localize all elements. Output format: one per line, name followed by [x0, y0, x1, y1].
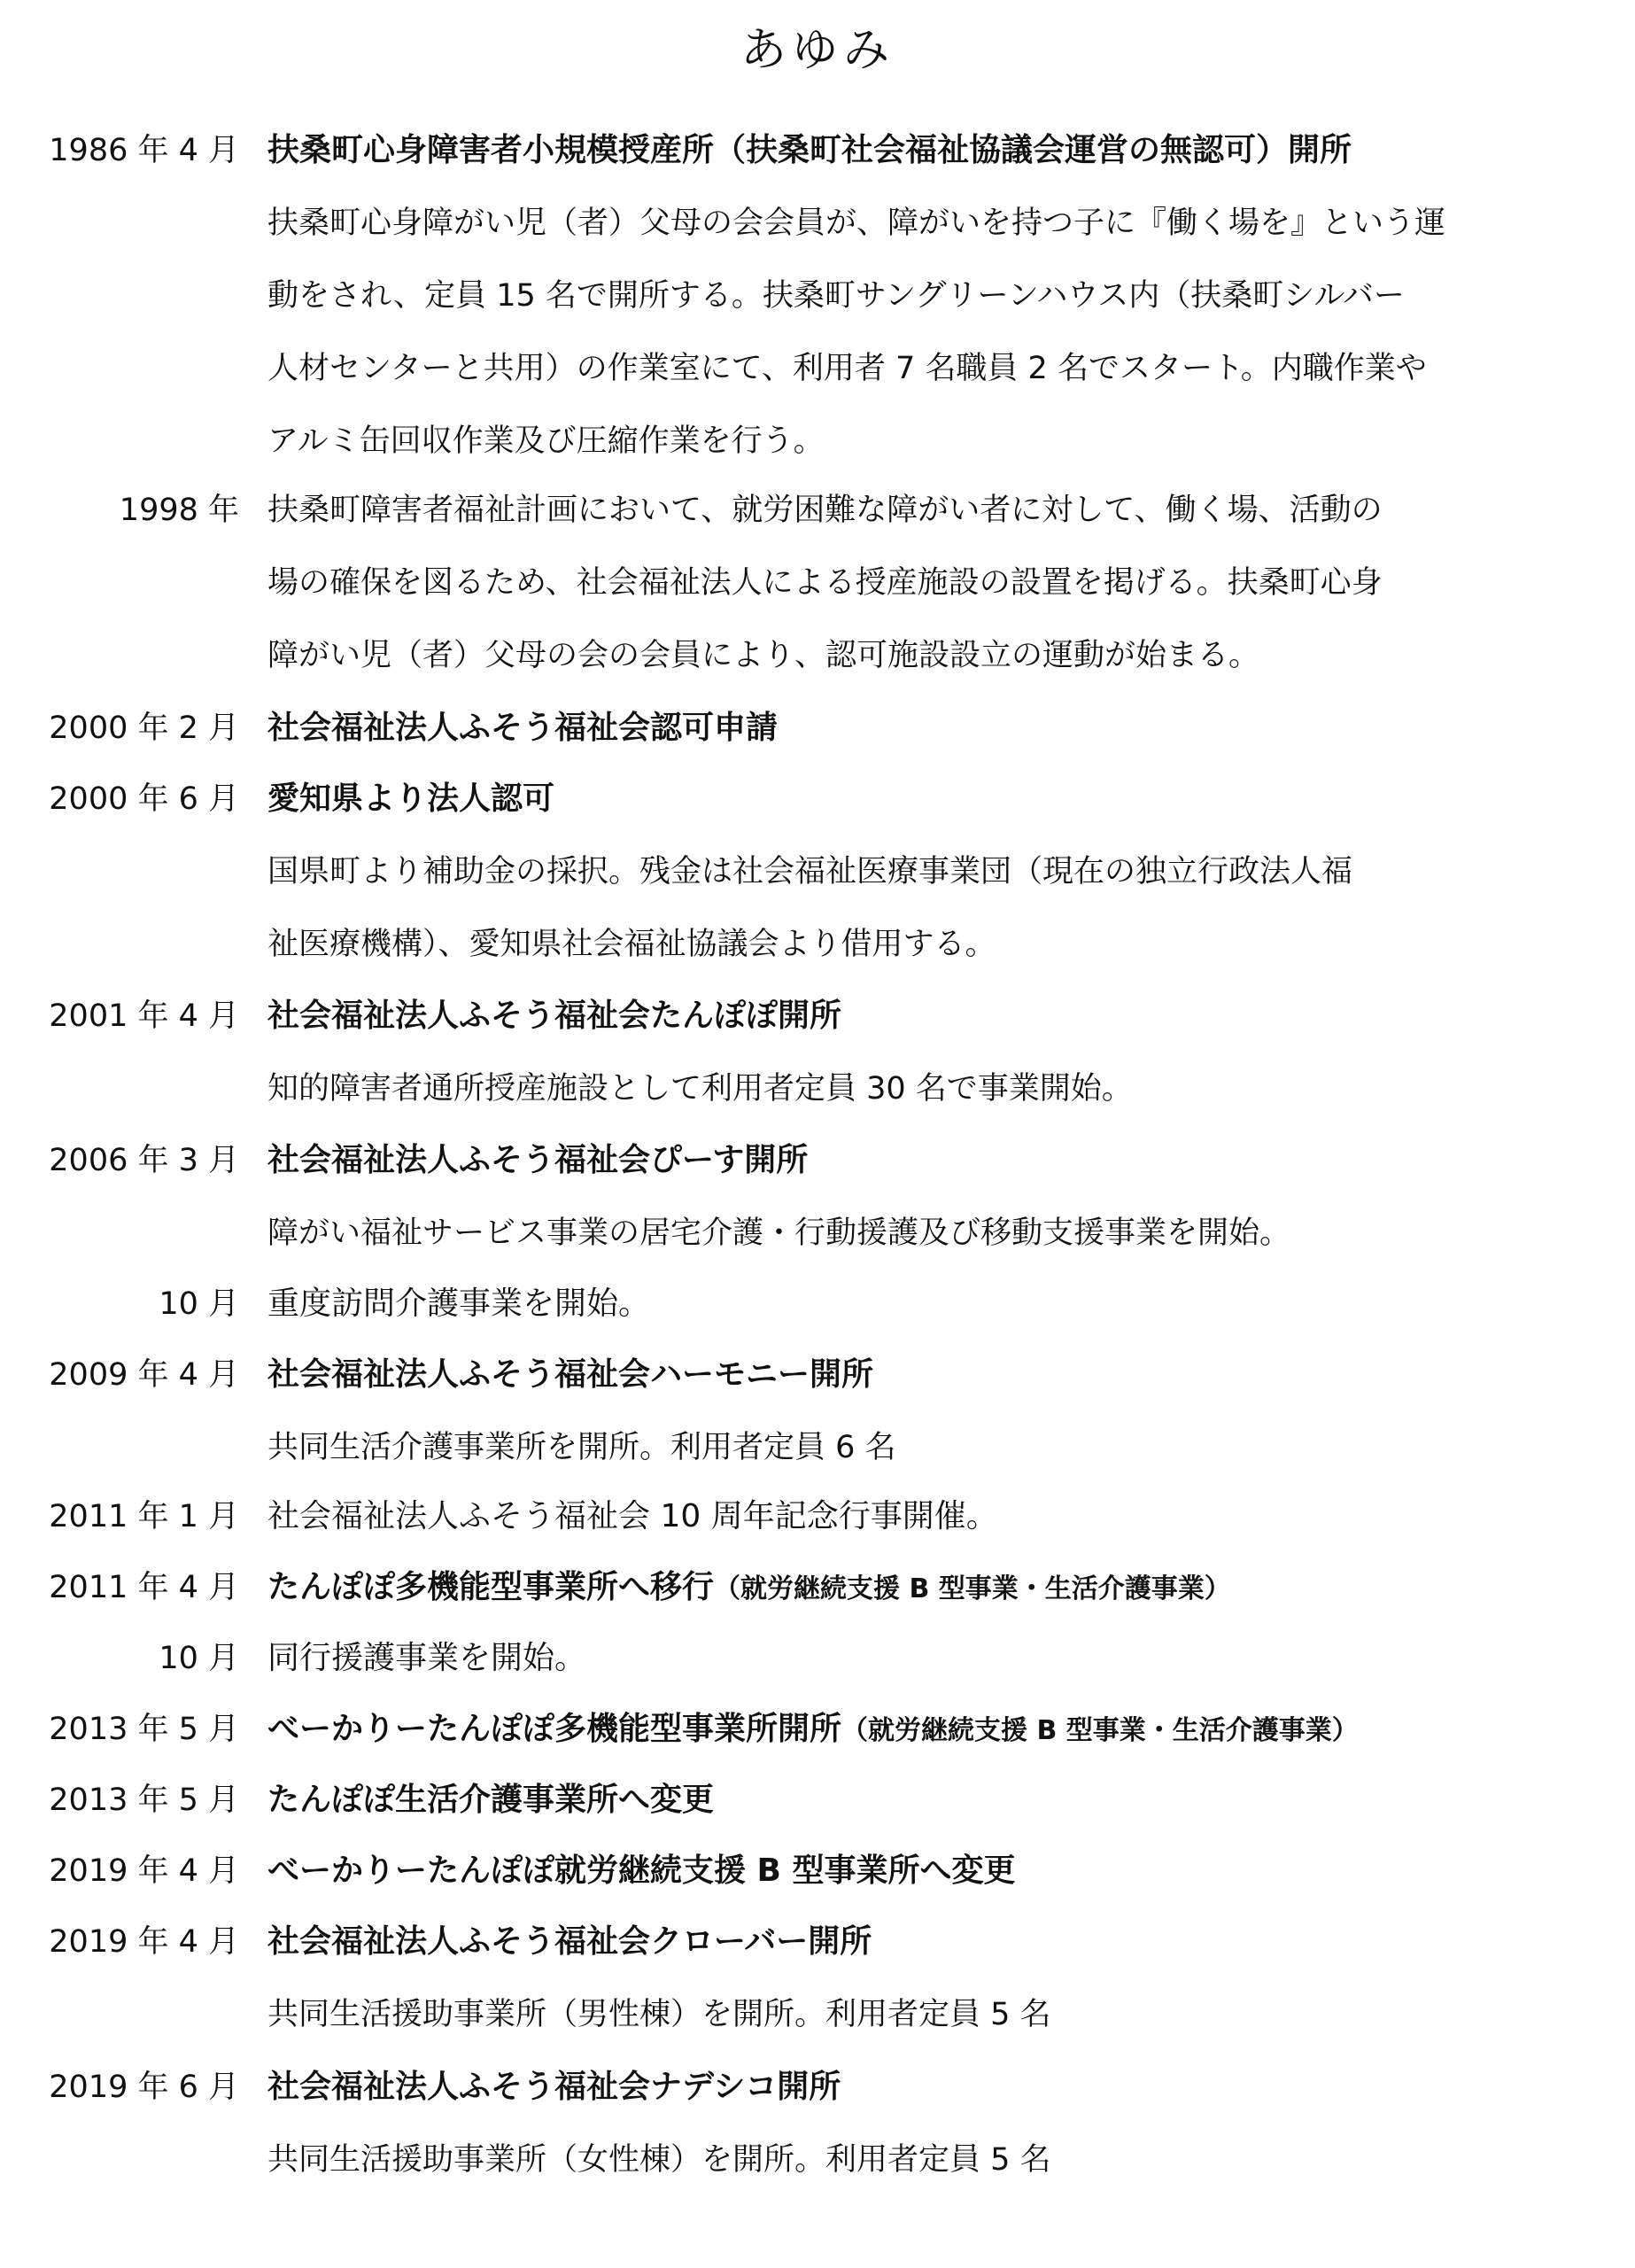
entry-heading-note: （就労継続支援 B 型事業・生活介護事業） [714, 1573, 1231, 1604]
entry-heading-text: 社会福祉法人ふそう福祉会 10 周年記念行事開催。 [267, 1498, 998, 1534]
entry-date: 2006 年 3 月 [49, 1143, 239, 1178]
entry-heading [267, 1852, 1016, 1891]
entry-date: 1998 年 [119, 493, 239, 528]
entry-heading-text: 社会福祉法人ふそう福祉会ハーモニー開所 [267, 1356, 874, 1393]
entry-heading-text: たんぽぽ多機能型事業所へ移行 [267, 1569, 715, 1605]
entry-heading-text: たんぽぽ生活介護事業所へ変更 [267, 1782, 715, 1818]
entry-description-line: 共同生活介護事業所を開所。利用者定員 6 名 [267, 1430, 896, 1465]
entry-heading-text: 社会福祉法人ふそう福祉会たんぽぽ開所 [267, 998, 842, 1034]
entry-description-line: 知的障害者通所授産施設として利用者定員 30 名で事業開始。 [267, 1071, 1133, 1107]
entry-date: 2019 年 4 月 [49, 1924, 239, 1960]
entry-heading-text: 社会福祉法人ふそう福祉会クローバー開所 [267, 1923, 872, 1960]
entry-description-line: アルミ缶回収作業及び圧縮作業を行う。 [267, 423, 825, 459]
entry-date: 2001 年 4 月 [49, 998, 239, 1034]
entry-description-line: 扶桑町障害者福祉計画において、就労困難な障がい者に対して、働く場、活動の [267, 493, 1383, 528]
entry-description-line: 国県町より補助金の採択。残金は社会福祉医療事業団（現在の独立行政法人福 [267, 854, 1353, 889]
entry-heading [267, 1285, 650, 1324]
page-title: あゆみ [740, 24, 895, 77]
entry-heading-text: べーかりーたんぽぽ就労継続支援 B 型事業所へ変更 [267, 1852, 1016, 1889]
entry-date: 2013 年 5 月 [49, 1712, 239, 1747]
entry-heading [267, 1355, 873, 1394]
entry-heading-text: 愛知県より法人認可 [267, 781, 555, 817]
entry-heading [267, 1568, 1231, 1609]
entry-heading [267, 709, 778, 748]
entry-date: 10 月 [159, 1641, 239, 1676]
entry-description-line: 扶桑町心身障がい児（者）父母の会会員が、障がいを持つ子に『働く場を』という運 [267, 206, 1446, 241]
entry-heading [267, 997, 841, 1036]
entry-heading-text: 社会福祉法人ふそう福祉会ぴーす開所 [267, 1142, 809, 1178]
entry-heading-note: （就労継続支援 B 型事業・生活介護事業） [841, 1715, 1359, 1746]
entry-heading-text: 重度訪問介護事業を開始。 [267, 1285, 651, 1322]
entry-date: 2011 年 1 月 [49, 1499, 239, 1534]
entry-date: 1986 年 4 月 [49, 133, 239, 168]
entry-description-line: 障がい福祉サービス事業の居宅介護・行動援護及び移動支援事業を開始。 [267, 1216, 1291, 1251]
entry-heading [267, 780, 554, 819]
entry-description-line: 障がい児（者）父母の会の会員により、認可施設設立の運動が始まる。 [267, 638, 1260, 673]
entry-heading [267, 2068, 841, 2107]
entry-heading [267, 1781, 714, 1820]
entry-heading [267, 1497, 998, 1536]
entry-date: 2000 年 6 月 [49, 781, 239, 817]
entry-heading [267, 1141, 808, 1180]
entry-heading-text: 社会福祉法人ふそう福祉会ナデシコ開所 [267, 2069, 841, 2105]
entry-date: 10 月 [159, 1286, 239, 1322]
entry-date: 2011 年 4 月 [49, 1570, 239, 1605]
entry-heading [267, 1922, 872, 1961]
entry-date: 2013 年 5 月 [49, 1783, 239, 1818]
entry-description-line: 祉医療機構）、愛知県社会福祉協議会より借用する。 [267, 927, 996, 962]
entry-heading-text: 同行援護事業を開始。 [267, 1640, 587, 1676]
entry-date: 2009 年 4 月 [49, 1357, 239, 1393]
entry-date: 2000 年 2 月 [49, 711, 239, 746]
entry-date: 2019 年 4 月 [49, 1853, 239, 1889]
entry-description-line: 共同生活援助事業所（女性棟）を開所。利用者定員 5 名 [267, 2142, 1051, 2178]
entry-heading-text: 社会福祉法人ふそう福祉会認可申請 [267, 710, 779, 746]
entry-description-line: 動をされ、定員 15 名で開所する。扶桑町サングリーンハウス内（扶桑町シルバー [267, 278, 1405, 314]
entry-heading [267, 131, 1352, 170]
entry-description-line: 人材センターと共用）の作業室にて、利用者 7 名職員 2 名でスタート。内職作業や [267, 351, 1427, 386]
entry-heading [267, 1710, 1359, 1751]
entry-date: 2019 年 6 月 [49, 2070, 239, 2105]
entry-heading-text: べーかりーたんぽぽ多機能型事業所開所 [267, 1711, 842, 1747]
entry-heading [267, 1639, 586, 1678]
entry-description-line: 場の確保を図るため、社会福祉法人による授産施設の設置を掲げる。扶桑町心身 [267, 565, 1383, 601]
entry-description-line: 共同生活援助事業所（男性棟）を開所。利用者定員 5 名 [267, 1997, 1051, 2032]
entry-heading-text: 扶桑町心身障害者小規模授産所（扶桑町社会福祉協議会運営の無認可）開所 [267, 132, 1352, 168]
